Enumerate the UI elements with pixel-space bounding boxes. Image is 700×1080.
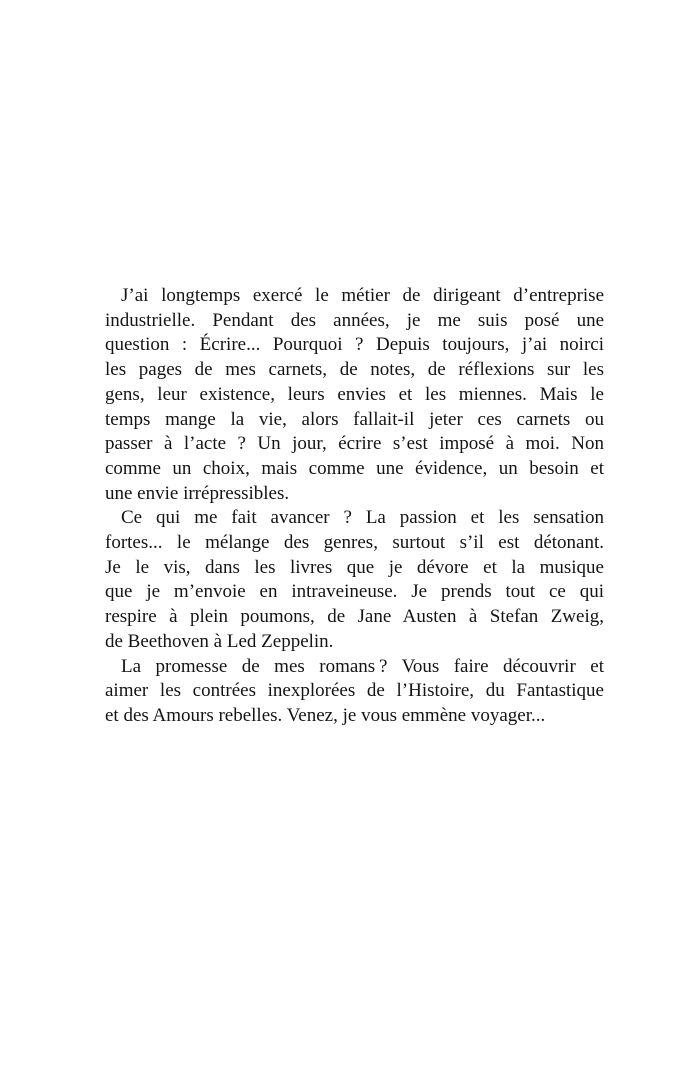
text-line: que je m’envoie en intraveineuse. Je prends tout ce qui: [105, 581, 604, 603]
text-line: question : Écrire... Pourquoi ? Depuis toujours, j’ai noirci: [105, 334, 604, 356]
text-line: les pages de mes carnets, de notes, de réflexions sur les: [105, 359, 604, 381]
text-line: de Beethoven à Led Zeppelin.: [105, 630, 334, 652]
text-line: Ce qui me fait avancer ? La passion et les sensation: [121, 507, 604, 529]
text-line: J’ai longtemps exercé le métier de dirigeant d’entreprise: [121, 285, 604, 306]
text-line: La promesse de mes romans ? Vous faire découvrir et: [121, 655, 604, 677]
body-text: [105, 284, 604, 729]
text-line: passer à l’acte ? Un jour, écrire s’est imposé à moi. Non: [105, 433, 604, 455]
text-line: industrielle. Pendant des années, je me suis posé une: [105, 309, 604, 331]
text-line: aimer les contrées inexplorées de l’Histoire, du Fantastique: [105, 680, 604, 702]
text-line: temps mange la vie, alors fallait-il jeter ces carnets ou: [105, 408, 604, 430]
text-line: respire à plein poumons, de Jane Austen à Stefan Zweig,: [105, 606, 604, 628]
text-line: fortes... le mélange des genres, surtout s’il est détonant.: [105, 532, 604, 554]
text-line: comme un choix, mais comme une évidence, un besoin et: [105, 457, 604, 479]
text-line: une envie irrépressibles.: [105, 482, 290, 504]
paragraph: [105, 284, 604, 506]
text-line: Je le vis, dans les livres que je dévore et la musique: [105, 556, 604, 578]
paragraph: [105, 506, 604, 654]
text-line: et des Amours rebelles. Venez, je vous emmène voyager...: [105, 704, 546, 726]
text-line: gens, leur existence, leurs envies et les miennes. Mais le: [105, 383, 604, 405]
paragraph: [105, 655, 604, 729]
